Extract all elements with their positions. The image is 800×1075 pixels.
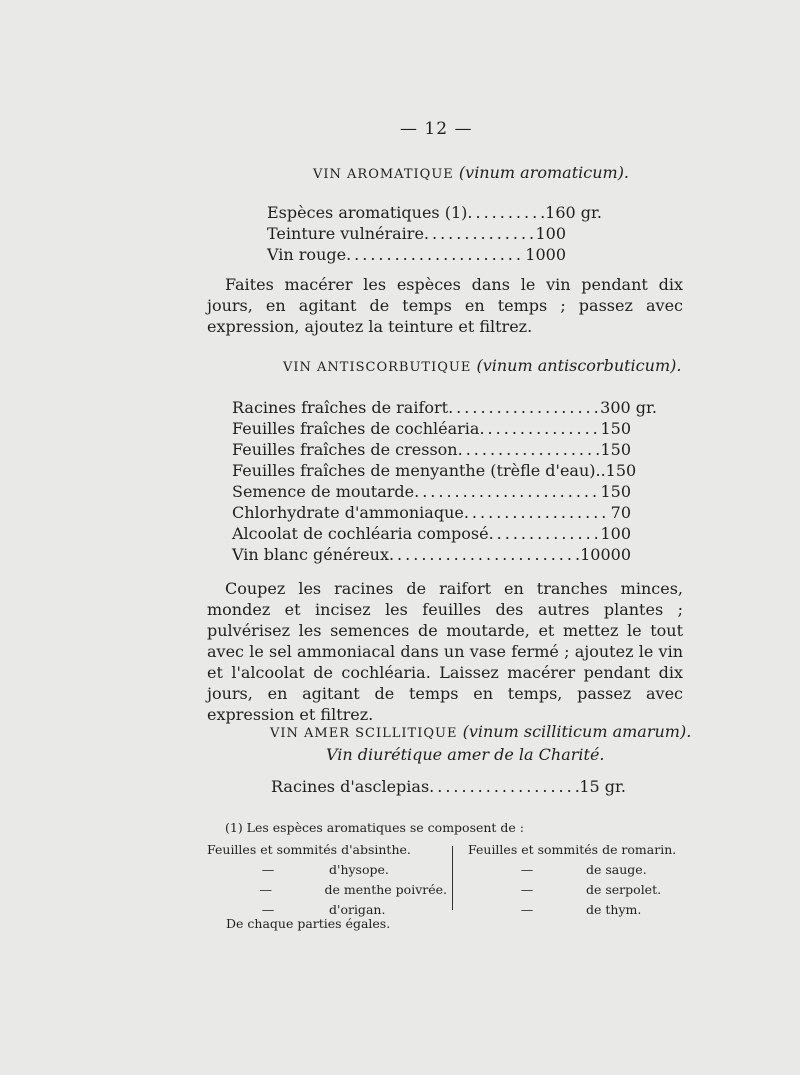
section-heading-vin-aromatique xyxy=(313,163,629,182)
footnote-item: Feuilles et sommités de romarin. xyxy=(468,842,677,857)
section-subheading: Vin diurétique amer de la Charité. xyxy=(326,745,605,764)
ingredient-row: Feuilles fraîches de cresson ..... 150 xyxy=(232,440,657,461)
footnote-item: — de serpolet. xyxy=(520,882,662,897)
ingredient-row: Feuilles fraîches de cochléaria ..... 150 xyxy=(232,419,657,440)
ingredient-list xyxy=(271,777,626,798)
page-number: — 12 — xyxy=(400,119,473,139)
footnote-item: — d'origan. xyxy=(261,902,386,917)
footnote-item: — de thym. xyxy=(520,902,642,917)
footnote-item: — d'hysope. xyxy=(261,862,389,877)
ingredient-list xyxy=(232,398,657,566)
ingredient-row: Teinture vulnéraire ..... 100 xyxy=(267,224,602,245)
ingredient-row: Semence de moutarde ..... 150 xyxy=(232,482,657,503)
heading-latin: (vinum scilliticum amarum). xyxy=(462,722,692,741)
instructions-paragraph: Faites macérer les espèces dans le vin pendant dix jours, en agitant de temps en temps ; passez avec expression, ajoutez la teinture et filtrez. xyxy=(207,275,683,336)
instructions-paragraph: Coupez les racines de raifort en tranches minces, mondez et incisez les feuilles des autres plantes ; pulvérisez les semences de moutarde, et mettez le tout avec le sel ammoniacal dans un vase fermé ; ajoutez le vin et l'alcoolat de cochléaria. Laissez macérer pendant dix jours, en agitant de temps en temps, passez avec expression et filtrez. xyxy=(207,579,683,724)
ingredient-row: Espèces aromatiques (1) ..... 160 gr. xyxy=(267,203,602,224)
ingredient-row: Vin rouge ..... 1000 xyxy=(267,245,602,266)
ingredient-list xyxy=(267,203,602,266)
ingredient-row: Racines fraîches de raifort ..... 300 gr. xyxy=(232,398,657,419)
ingredient-row: Racines d'asclepias ..... 15 gr. xyxy=(271,777,626,798)
footnote-title: (1) Les espèces aromatiques se composent de : xyxy=(225,820,525,835)
heading-title: VIN AROMATIQUE xyxy=(313,167,454,182)
footnote-left-column xyxy=(207,840,447,920)
footnote-item: Feuilles et sommités d'absinthe. xyxy=(207,842,411,857)
ingredient-row: Vin blanc généreux ..... 10000 xyxy=(232,545,657,566)
ingredient-row: Feuilles fraîches de menyanthe (trèfle d'eau).. 150 xyxy=(232,461,637,480)
heading-title: VIN AMER SCILLITIQUE xyxy=(270,726,458,741)
footnote-item: — de sauge. xyxy=(520,862,647,877)
footnote-divider xyxy=(452,846,453,910)
footnote-right-column xyxy=(468,840,678,920)
heading-title: VIN ANTISCORBUTIQUE xyxy=(283,360,472,375)
heading-latin: (vinum aromaticum). xyxy=(458,163,630,182)
ingredient-row: Alcoolat de cochléaria composé ..... 100 xyxy=(232,524,657,545)
section-heading-vin-antiscorbutique xyxy=(283,356,681,375)
heading-latin: (vinum antiscorbuticum). xyxy=(476,356,682,375)
footnote-closing: De chaque parties égales. xyxy=(226,916,391,931)
footnote-item: — de menthe poivrée. xyxy=(259,882,447,897)
ingredient-row: Chlorhydrate d'ammoniaque ..... 70 xyxy=(232,503,657,524)
section-heading-vin-amer-scillitique xyxy=(270,722,691,741)
